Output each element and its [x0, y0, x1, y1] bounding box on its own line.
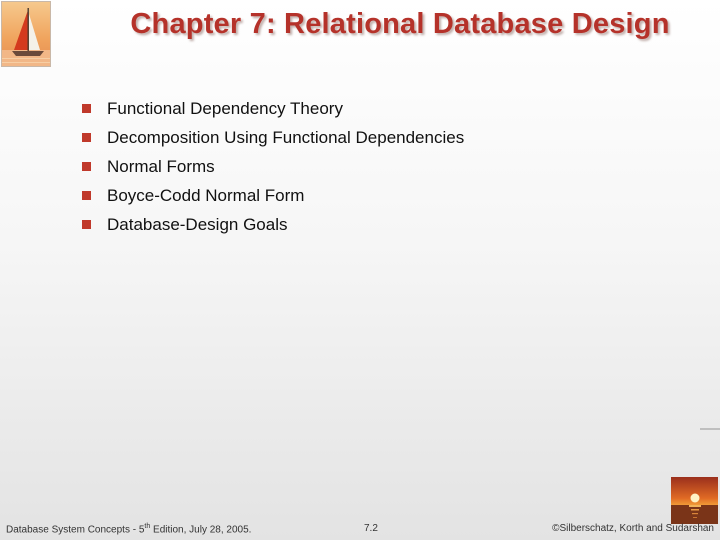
square-bullet-icon — [82, 191, 91, 200]
footer-page-number: 7.2 — [364, 523, 378, 534]
footer-edition-suffix: th — [144, 523, 151, 530]
bullet-text: Database-Design Goals — [107, 214, 288, 234]
bullet-text: Normal Forms — [107, 156, 215, 176]
bullet-list — [82, 94, 464, 239]
square-bullet-icon — [82, 133, 91, 142]
bullet-item — [82, 94, 464, 123]
bullet-text: Boyce-Codd Normal Form — [107, 185, 305, 205]
bullet-text: Decomposition Using Functional Dependencies — [107, 127, 465, 147]
footer-book-info — [6, 523, 251, 535]
square-bullet-icon — [82, 104, 91, 113]
bullet-text: Functional Dependency Theory — [107, 98, 343, 118]
bullet-item — [82, 123, 464, 152]
sunset-logo-icon — [671, 477, 718, 524]
square-bullet-icon — [82, 162, 91, 171]
edge-divider — [700, 428, 720, 430]
bullet-item — [82, 181, 464, 210]
slide-title: Chapter 7: Relational Database Design — [130, 8, 670, 40]
footer-copyright: ©Silberschatz, Korth and Sudarshan — [552, 523, 714, 534]
footer-book-prefix: Database System Concepts - 5 — [6, 524, 145, 536]
footer-book-suffix: Edition, July 28, 2005. — [150, 524, 252, 536]
square-bullet-icon — [82, 220, 91, 229]
sailboat-logo-icon — [1, 1, 51, 67]
bullet-item — [82, 210, 464, 239]
bullet-item — [82, 152, 464, 181]
